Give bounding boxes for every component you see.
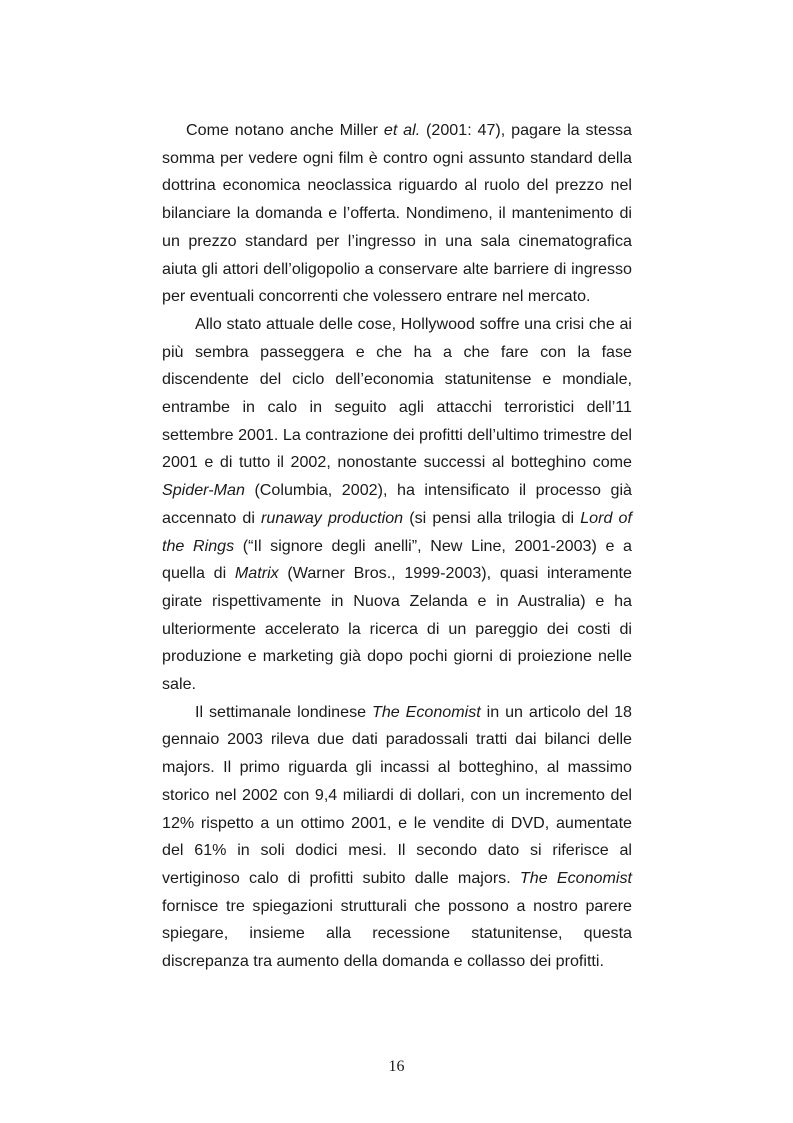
paragraph-2-text: Allo stato attuale delle cose, Hollywood soffre una crisi che ai più sembra passeggera e che ha a che fare con la fase discendente del ciclo dell’economia statunitense e mondiale, entrambe in calo in seguito agli attacchi terroristici dell’11 settembre 2001. La contrazione dei profitti dell’ultimo trimestre del 2001 e di tutto il 2002, nonostante successi al botteghino come: [162, 314, 632, 472]
page-number: 16: [388, 1058, 405, 1075]
paragraph-2-italic-term: runaway production: [261, 508, 404, 527]
paragraph-2-text: (Warner Bros., 1999-2003), quasi interamente girate rispettivamente in Nuova Zelanda e in Australia) e ha ulteriormente accelerato la ricerca di un pareggio dei costi di produzione e marketing già dopo pochi giorni di proiezione nelle sale.: [162, 564, 632, 694]
paragraph-1-italic-et-al: et al.: [383, 121, 421, 139]
paragraph-2-text: (“Il signore degli anelli”, New Line, 2001-2003) e a quella di: [162, 536, 632, 583]
paragraph-2-text: (Columbia, 2002), ha intensificato il processo già accennato di: [162, 481, 632, 527]
paragraph-3: [162, 699, 632, 976]
paragraph-3-italic-title: The Economist: [519, 868, 633, 887]
paragraph-1: [162, 117, 632, 311]
paragraph-3-text: Il settimanale londinese: [195, 702, 372, 721]
paragraph-2-italic-title: Matrix: [234, 564, 279, 583]
body-text: [162, 117, 632, 976]
paragraph-3-italic-title: The Economist: [371, 702, 481, 721]
paragraph-2-text: (si pensi alla trilogia di: [403, 508, 581, 527]
paragraph-3-text: in un articolo del 18 gennaio 2003 rileva due dati paradossali tratti dai bilanci delle majors. Il primo riguarda gli incassi al botteghino, al massimo storico nel 2002 con 9,4 miliardi di dollari, con un incremento del 12% rispetto a un ottimo 2001, e le vendite di DVD, aumentate del 61% in soli dodici mesi. Il secondo dato si riferisce al vertiginoso calo di profitti subito dalle majors.: [162, 702, 632, 887]
paragraph-2-italic-title: Lord of the Rings: [162, 508, 632, 555]
paragraph-2: [162, 311, 632, 699]
paragraph-1-text: (2001: 47), pagare la stessa somma per vedere ogni film è contro ogni assunto standard della dottrina economica neoclassica riguardo al ruolo del prezzo nel bilanciare la domanda e l’offerta. Nondimeno, il mantenimento di un prezzo standard per l’ingresso in una sala cinematografica aiuta gli attori dell’oligopolio a conservare alte barriere di ingresso per eventuali concorrenti che volessero entrare nel mercato.: [162, 121, 632, 306]
paragraph-3-text: fornisce tre spiegazioni strutturali che possono a nostro parere spiegare, insieme alla recessione statunitense, questa discrepanza tra aumento della domanda e collasso dei profitti.: [162, 896, 632, 971]
paragraph-1-text: Come notano anche Miller: [186, 121, 384, 139]
paragraph-2-italic-title: Spider-Man: [162, 481, 245, 500]
